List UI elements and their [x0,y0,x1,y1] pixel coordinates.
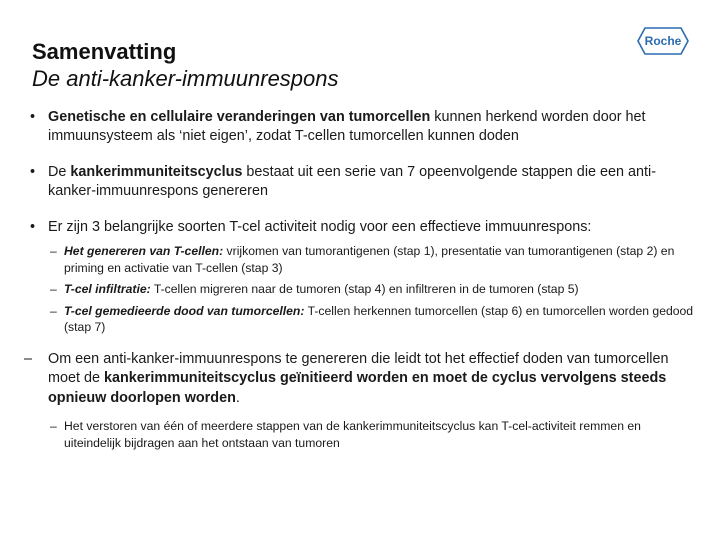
bullet-marker: • [30,109,36,125]
bullet-4-sub-text: Het verstoren van één of meerdere stappen van de kankerimmuniteitscyclus kan T-cel-activiteit remmen en uiteindelijk bijdragen aan het ontstaan van tumoren [64,419,641,450]
bullet-4-post: . [235,389,240,406]
bullet-1-bold: Genetische en cellulaire veranderingen van tumorcellen [48,109,431,125]
dash-marker: – [50,244,57,258]
title-line-2: De anti-kanker-immuunrespons [32,66,339,91]
sub-bullet-3 [30,303,700,336]
dash-marker: – [50,282,57,296]
bullet-marker: • [30,219,36,235]
slide-content [24,108,700,451]
sub-bullet-1-text: vrijkomen van tumorantigenen (stap 1), presentatie van tumorantigenen (stap 2) en priming en activatie van T-cellen (stap 3) [64,244,675,275]
sub-bullet-2-label: T-cel infiltratie: [64,282,151,296]
sub-bullet-3-label: T-cel gemedieerde dood van tumorcellen: [64,303,305,318]
bullet-1 [30,108,700,146]
bullet-3 [30,218,700,237]
roche-logo [636,26,690,56]
bullet-2-pre: De [48,164,71,180]
title-line-1: Samenvatting [32,39,177,64]
bullet-3-text: Er zijn 3 belangrijke soorten T-cel activiteit nodig voor een effectieve immuunrespons: [48,219,592,235]
sub-bullet-3-text: T-cellen herkennen tumorcellen (stap 6) en tumorcellen worden gedood (stap 7) [64,303,694,334]
bullet-2-text: bestaat uit een serie van 7 opeenvolgende stappen die een anti-kanker-immuunrespons genereren [48,164,657,199]
bullet-marker: • [30,164,36,180]
sub-bullet-1-label: Het genereren van T-cellen: [64,244,224,258]
bullet-2 [30,163,700,201]
bullet-4-sub [30,418,700,451]
bullet-2-bold: kankerimmuniteitscyclus [70,164,243,180]
bullet-4-bold: kankerimmuniteitscyclus geïnitieerd worden en moet de cyclus vervolgens steeds opnieuw doorlopen worden [48,370,667,406]
dash-marker: – [50,303,57,318]
bullet-1-text: kunnen herkend worden door het immuunsysteem als ‘niet eigen’, zodat T-cellen tumorcellen kunnen doden [48,109,646,144]
bullet-4-pre: Om een anti-kanker-immuunrespons te genereren die leidt tot het effectief doden van tumorcellen moet de [48,350,669,386]
slide-title [32,38,339,92]
dash-marker: – [50,419,57,433]
sub-bullet-2-text: T-cellen migreren naar de tumoren (stap 4) en infiltreren in de tumoren (stap 5) [150,282,579,296]
dash-marker: – [24,350,33,367]
sub-bullet-1 [30,243,700,276]
sub-bullet-2 [30,281,700,298]
roche-logo-text: Roche [644,34,682,48]
bullet-4 [24,350,694,409]
